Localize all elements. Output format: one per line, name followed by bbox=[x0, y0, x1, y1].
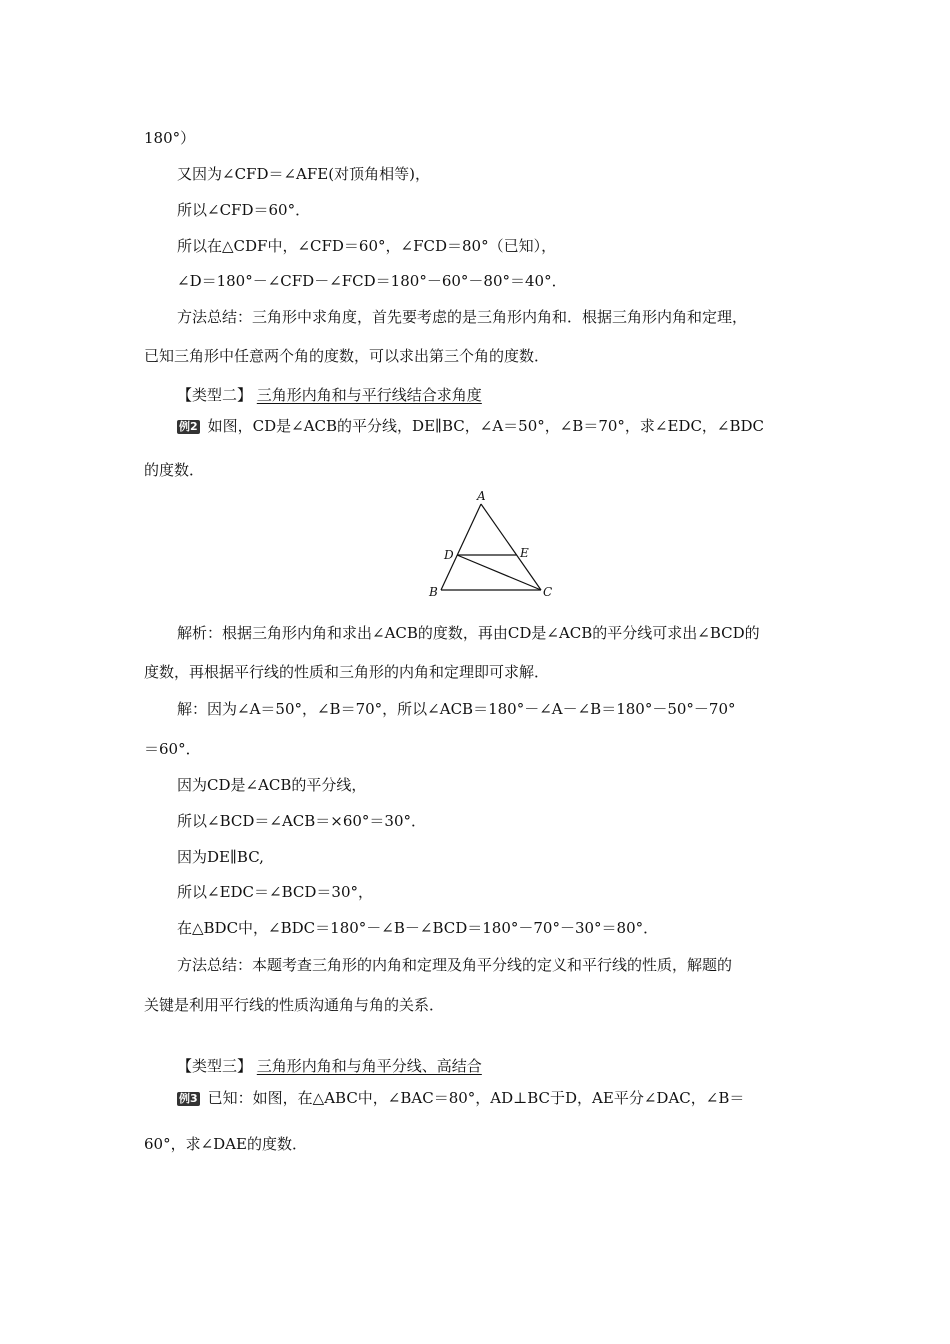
example3-text-cont: 60°，求∠DAE的度数． bbox=[144, 1135, 307, 1153]
vertex-label-a: A bbox=[477, 489, 486, 503]
vertex-label-e: E bbox=[520, 546, 529, 560]
example3-text: 已知：如图，在△ABC中，∠BAC＝80°，AD⊥BC于D，AE平分∠DAC，∠B＝ bbox=[207, 1089, 745, 1107]
solution-line: 因为DE∥BC, bbox=[177, 848, 264, 866]
solution-line: 因为CD是∠ACB的平分线， bbox=[177, 776, 367, 794]
type2-title: 三角形内角和与平行线结合求角度 bbox=[256, 386, 482, 404]
text-line: 所以∠CFD＝60°． bbox=[177, 201, 311, 219]
type3-title: 三角形内角和与角平分线、高结合 bbox=[256, 1057, 482, 1075]
solution-line: 在△BDC中，∠BDC＝180°－∠B－∠BCD＝180°－70°－30°＝80°． bbox=[177, 919, 659, 937]
type3-heading bbox=[177, 1056, 482, 1076]
example3-tag: 例3 bbox=[179, 1092, 198, 1105]
text-line: 又因为∠CFD＝∠AFE(对顶角相等)， bbox=[177, 165, 430, 183]
text-line: 180°） bbox=[144, 129, 196, 147]
solution-line: 所以∠BCD＝∠ACB＝×60°＝30°． bbox=[177, 812, 427, 830]
vertex-label-b: B bbox=[429, 585, 438, 599]
example3-line bbox=[177, 1088, 744, 1108]
triangle-figure bbox=[425, 486, 560, 601]
vertex-label-d: D bbox=[444, 548, 454, 562]
vertex-label-c: C bbox=[543, 585, 553, 599]
segment-ab bbox=[441, 504, 481, 590]
method-summary-cont: 关键是利用平行线的性质沟通角与角的关系． bbox=[144, 996, 445, 1014]
text-line: ∠D＝180°－∠CFD－∠FCD＝180°－60°－80°＝40°． bbox=[177, 272, 567, 290]
solution-line: 解：因为∠A＝50°，∠B＝70°，所以∠ACB＝180°－∠A－∠B＝180°－50°－70° bbox=[177, 700, 736, 718]
analysis-line-cont: 度数，再根据平行线的性质和三角形的内角和定理即可求解． bbox=[144, 663, 550, 681]
example2-text-cont: 的度数． bbox=[144, 461, 205, 479]
type3-label: 【类型三】 bbox=[177, 1057, 253, 1075]
example2-text: 如图，CD是∠ACB的平分线，DE∥BC，∠A＝50°，∠B＝70°，求∠EDC，∠BDC bbox=[207, 417, 765, 435]
type2-label: 【类型二】 bbox=[177, 386, 253, 404]
method-summary-cont: 已知三角形中任意两个角的度数，可以求出第三个角的度数． bbox=[144, 347, 550, 365]
solution-line: ＝60°． bbox=[144, 740, 201, 758]
type2-heading bbox=[177, 385, 482, 405]
method-summary: 方法总结：三角形中求角度，首先要考虑的是三角形内角和．根据三角形内角和定理， bbox=[177, 308, 748, 326]
solution-line: 所以∠EDC＝∠BCD＝30°， bbox=[177, 883, 373, 901]
method-summary: 方法总结：本题考查三角形的内角和定理及角平分线的定义和平行线的性质，解题的 bbox=[177, 956, 733, 974]
example2-tag: 例2 bbox=[179, 420, 198, 433]
example2-line bbox=[177, 416, 764, 436]
analysis-line: 解析：根据三角形内角和求出∠ACB的度数，再由CD是∠ACB的平分线可求出∠BCD的 bbox=[177, 624, 760, 642]
text-line: 所以在△CDF中，∠CFD＝60°，∠FCD＝80°（已知）， bbox=[177, 237, 557, 255]
